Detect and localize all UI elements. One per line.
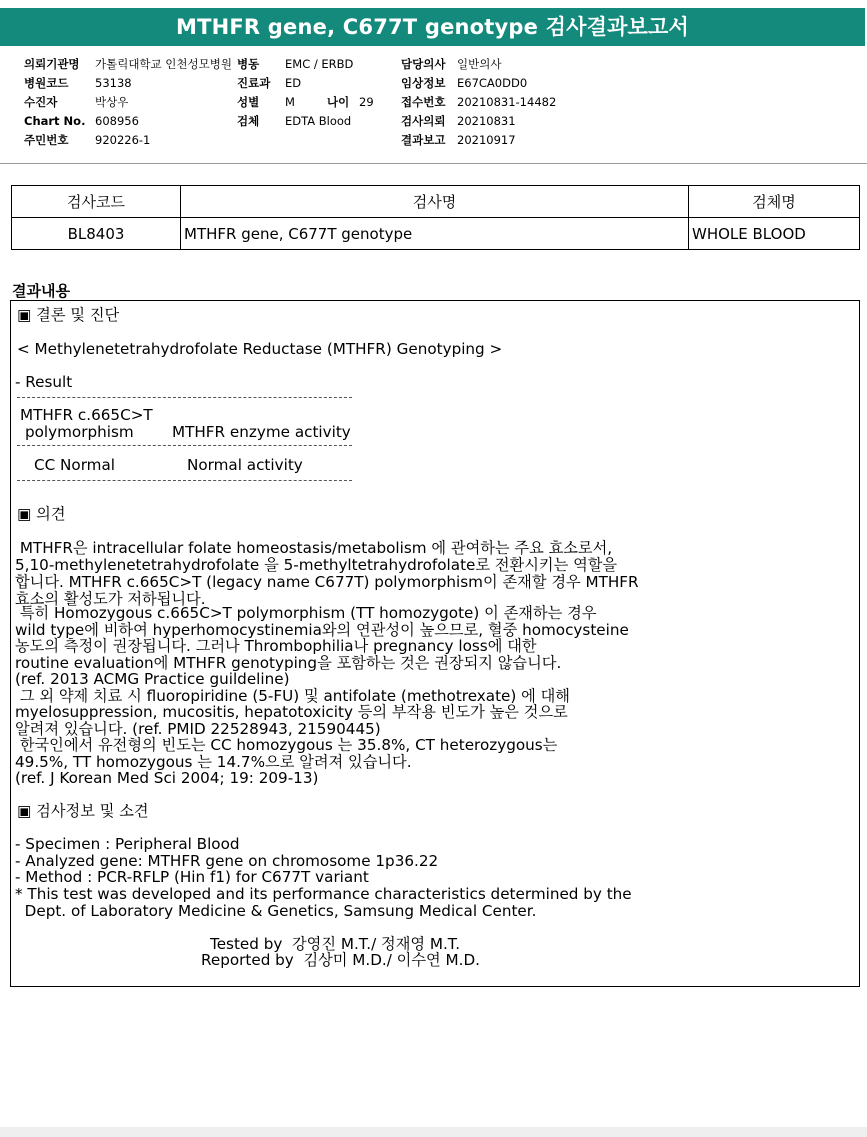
info-label: 검사의뢰 (401, 114, 446, 128)
info-label: 담당의사 (401, 57, 446, 71)
info-value: 가톨릭대학교 인천성모병원 (95, 57, 232, 71)
reported-by: Reported by 김상미 M.D./ 이수연 M.D. (201, 951, 480, 969)
info-value: ED (285, 76, 302, 90)
patient-info-col2 (237, 55, 374, 131)
info-value: 20210831 (457, 114, 516, 128)
cell-specimen: WHOLE BLOOD (689, 218, 860, 250)
genotyping-title: < Methylenetetrahydrofolate Reductase (MTHFR) Genotyping > (17, 340, 503, 358)
opinion-line: 그 외 약제 치료 시 fluoropiridine (5-FU) 및 antifolate (methotrexate) 에 대해 (15, 687, 570, 705)
patient-info-col3 (401, 55, 556, 150)
info-value: EDTA Blood (285, 114, 352, 128)
report-title: MTHFR gene, C677T genotype 검사결과보고서 (0, 8, 865, 46)
table-row (12, 218, 860, 250)
info-value: 920226-1 (95, 133, 151, 147)
header-divider (0, 163, 867, 164)
test-info-heading: ▣ 검사정보 및 소견 (17, 802, 149, 820)
info-value: EMC / ERBD (285, 57, 354, 71)
opinion-line: MTHFR은 intracellular folate homeostasis/metabolism 에 관여하는 주요 효소로서, (15, 539, 613, 557)
result-col-header-polymorphism: polymorphism (25, 423, 134, 441)
opinion-line: 5,10-methylenetetrahydrofolate 을 5-methyltetrahydrofolate로 전환시키는 역할을 (15, 556, 618, 574)
info-value: 일반의사 (457, 57, 502, 71)
result-table-rule (17, 397, 352, 398)
opinion-line: 알려져 있습니다. (ref. PMID 22528943, 21590445) (15, 720, 381, 738)
opinion-line: (ref. J Korean Med Sci 2004; 19: 209-13) (15, 769, 319, 787)
test-info-line: - Analyzed gene: MTHFR gene on chromosome 1p36.22 (15, 852, 439, 870)
info-value: 박상우 (95, 95, 129, 109)
opinion-line: 특히 Homozygous c.665C>T polymorphism (TT homozygote) 이 존재하는 경우 (15, 604, 597, 622)
result-table-rule (17, 480, 352, 481)
info-value: E67CA0DD0 (457, 76, 528, 90)
table-header-row (12, 186, 860, 218)
info-label: 결과보고 (401, 133, 446, 147)
result-col-header-genotype: MTHFR c.665C>T (20, 406, 153, 424)
info-label: Chart No. (24, 114, 86, 128)
header-specimen: 검체명 (689, 186, 860, 218)
opinion-heading: ▣ 의견 (17, 505, 66, 523)
info-value: M (285, 95, 295, 109)
info-label: 성별 (237, 95, 260, 109)
opinion-line: wild type에 비하여 hyperhomocystinemia와의 연관성이 높으므로, 혈중 homocysteine (15, 621, 629, 639)
result-genotype-value: CC Normal (34, 456, 115, 474)
test-info-line: - Method : PCR-RFLP (Hin f1) for C677T variant (15, 868, 369, 886)
opinion-line: 합니다. MTHFR c.665C>T (legacy name C677T) polymorphism이 존재할 경우 MTHFR (15, 573, 639, 591)
info-label: 접수번호 (401, 95, 446, 109)
age-value: 29 (359, 95, 374, 109)
test-info-line: Dept. of Laboratory Medicine & Genetics, Samsung Medical Center. (15, 902, 537, 920)
cell-test-name: MTHFR gene, C677T genotype (181, 218, 689, 250)
conclusion-heading: ▣ 결론 및 진단 (17, 306, 120, 324)
opinion-line: myelosuppression, mucositis, hepatotoxicity 등의 부작용 빈도가 높은 것으로 (15, 703, 568, 721)
info-label: 임상정보 (401, 76, 446, 90)
opinion-line: routine evaluation에 MTHFR genotyping을 포함하는 것은 권장되지 않습니다. (15, 654, 562, 672)
info-value: 20210831-14482 (457, 95, 557, 109)
result-table-rule (17, 445, 352, 446)
patient-info-col1 (24, 55, 232, 150)
info-label: 검체 (237, 114, 260, 128)
test-info-line: * This test was developed and its performance characteristics determined by the (15, 885, 632, 903)
age-label: 나이 (327, 95, 350, 109)
test-info-line: - Specimen : Peripheral Blood (15, 835, 240, 853)
opinion-line: (ref. 2013 ACMG Practice guildeline) (15, 670, 290, 688)
info-value: 53138 (95, 76, 132, 90)
results-section-title: 결과내용 (12, 282, 70, 300)
result-col-header-activity: MTHFR enzyme activity (172, 423, 351, 441)
result-activity-value: Normal activity (187, 456, 303, 474)
info-label: 병원코드 (24, 76, 69, 90)
info-label: 의뢰기관명 (24, 57, 80, 71)
opinion-line: 한국인에서 유전형의 빈도는 CC homozygous 는 35.8%, CT heterozygous는 (15, 736, 558, 754)
header-test-code: 검사코드 (12, 186, 181, 218)
info-label: 병동 (237, 57, 260, 71)
tested-by: Tested by 강영진 M.T./ 정재영 M.T. (210, 935, 461, 953)
result-label: - Result (15, 373, 73, 391)
opinion-line: 농도의 측정이 권장됩니다. 그러나 Thrombophilia나 pregnancy loss에 대한 (15, 637, 537, 655)
info-label: 수진자 (24, 95, 58, 109)
info-value: 20210917 (457, 133, 516, 147)
info-value: 608956 (95, 114, 139, 128)
opinion-line: 효소의 활성도가 저하됩니다. (15, 590, 206, 608)
cell-test-code: BL8403 (12, 218, 181, 250)
header-test-name: 검사명 (181, 186, 689, 218)
page-bottom-strip (0, 1127, 867, 1137)
info-label: 주민번호 (24, 133, 69, 147)
opinion-line: 49.5%, TT homozygous 는 14.7%으로 알려져 있습니다. (15, 753, 412, 771)
info-label: 진료과 (237, 76, 271, 90)
test-table (11, 185, 860, 250)
